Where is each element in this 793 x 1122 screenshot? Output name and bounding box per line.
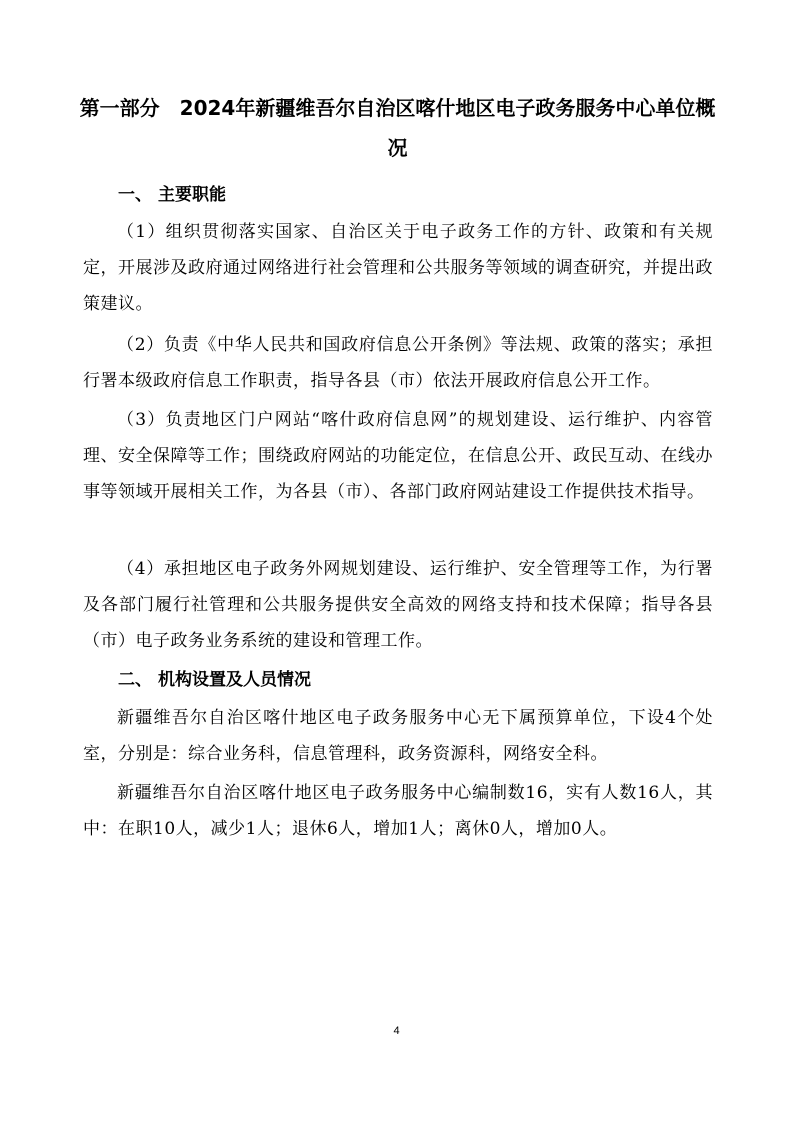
paragraph-organization-2: 新疆维吾尔自治区喀什地区电子政务服务中心编制数16，实有人数16人，其中：在职10人，减少1人；退休6人，增加1人；离休0人，增加0人。 bbox=[83, 783, 713, 839]
paragraph-function-4: （4）承担地区电子政务外网规划建设、运行维护、安全管理等工作，为行署及各部门履行社管理和公共服务提供安全高效的网络支持和技术保障；指导各县（市）电子政务业务系统的建设和管理工作。 bbox=[83, 559, 713, 651]
section-number: 一、 bbox=[118, 185, 152, 205]
page-number: 4 bbox=[393, 1025, 400, 1037]
section-heading-functions bbox=[118, 183, 226, 207]
section-heading-organization bbox=[118, 668, 311, 692]
paragraph-function-1: （1）组织贯彻落实国家、自治区关于电子政务工作的方针、政策和有关规定，开展涉及政府通过网络进行社会管理和公共服务等领域的调查研究，并提出政策建议。 bbox=[83, 222, 713, 314]
section-title: 主要职能 bbox=[158, 185, 226, 205]
section-number: 二、 bbox=[118, 670, 152, 690]
paragraph-function-3: （3）负责地区门户网站“喀什政府信息网”的规划建设、运行维护、内容管理、安全保障等工作；围绕政府网站的功能定位，在信息公开、政民互动、在线办事等领域开展相关工作，为各县（市）、各部门政府网站建设工作提供技术指导。 bbox=[83, 410, 713, 502]
section-title: 机构设置及人员情况 bbox=[158, 670, 311, 690]
paragraph-function-2: （2）负责《中华人民共和国政府信息公开条例》等法规、政策的落实；承担行署本级政府信息工作职责，指导各县（市）依法开展政府信息公开工作。 bbox=[83, 335, 713, 391]
paragraph-organization-1: 新疆维吾尔自治区喀什地区电子政务服务中心无下属预算单位，下设4个处室，分别是：综合业务科，信息管理科，政务资源科，网络安全科。 bbox=[83, 708, 713, 764]
document-title: 第一部分 2024年新疆维吾尔自治区喀什地区电子政务服务中心单位概况 bbox=[79, 96, 716, 160]
